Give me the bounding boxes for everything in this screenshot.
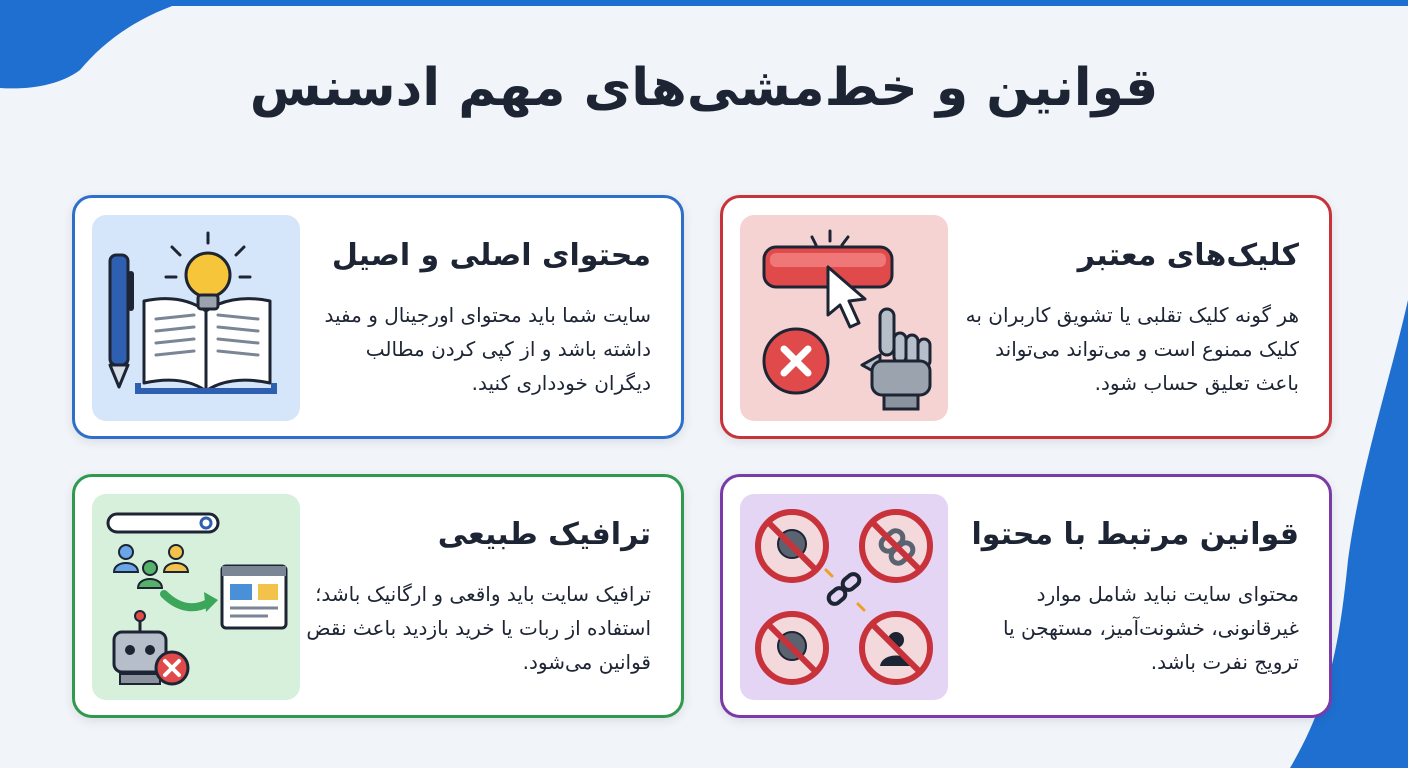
card-description: هر گونه کلیک تقلبی یا تشویق کاربران به کلیک ممنوع است و می‌تواند می‌تواند باعث تعلیق حساب شود.: [965, 303, 1299, 395]
no-chain-icon: [862, 512, 930, 580]
card-title: قوانین مرتبط با محتوا: [971, 517, 1299, 552]
card-content-policies: [720, 474, 1332, 718]
open-book-icon: [138, 299, 274, 391]
card-description: سایت شما باید محتوای اورجینال و مفید داشته باشد و از کپی کردن مطالب دیگران خودداری کنید.: [324, 303, 651, 395]
card-title: ترافیک طبیعی: [437, 517, 651, 552]
pen-icon: [110, 255, 134, 387]
card-description: محتوای سایت نباید شامل موارد غیرقانونی، خشونت‌آمیز، مستهجن یا ترویج نفرت باشد.: [1003, 582, 1299, 674]
card-natural-traffic: [72, 474, 684, 718]
webpage-icon: [222, 566, 286, 628]
arrow-icon: [164, 592, 218, 612]
robot-hand-icon: [862, 309, 930, 409]
page-title: قوانین و خط‌مشی‌های مهم ادسنس: [249, 58, 1159, 118]
card-description: ترافیک سایت باید واقعی و ارگانیک باشد؛ استفاده از ربات یا خرید بازدید باعث نقض قوانین می‌شود.: [306, 582, 651, 674]
broken-chain-icon: [826, 570, 864, 610]
illustration-panel: [740, 494, 948, 700]
illustration-panel: [92, 215, 300, 421]
search-bar-icon: [108, 514, 218, 532]
card-valid-clicks: [720, 195, 1332, 439]
card-title: محتوای اصلی و اصیل: [331, 238, 651, 273]
no-skull-icon: [758, 614, 826, 682]
card-original-content: [72, 195, 684, 439]
top-band: [0, 0, 1408, 6]
illustration-panel: [92, 494, 300, 700]
x-circle-icon: [156, 652, 188, 684]
card-title: کلیک‌های معتبر: [1077, 238, 1299, 273]
no-skull-icon: [758, 512, 826, 580]
x-circle-icon: [764, 329, 828, 393]
no-adult-icon: [862, 614, 930, 682]
users-icon: [114, 545, 188, 588]
illustration-panel: [740, 215, 948, 421]
lightbulb-icon: [166, 233, 250, 309]
